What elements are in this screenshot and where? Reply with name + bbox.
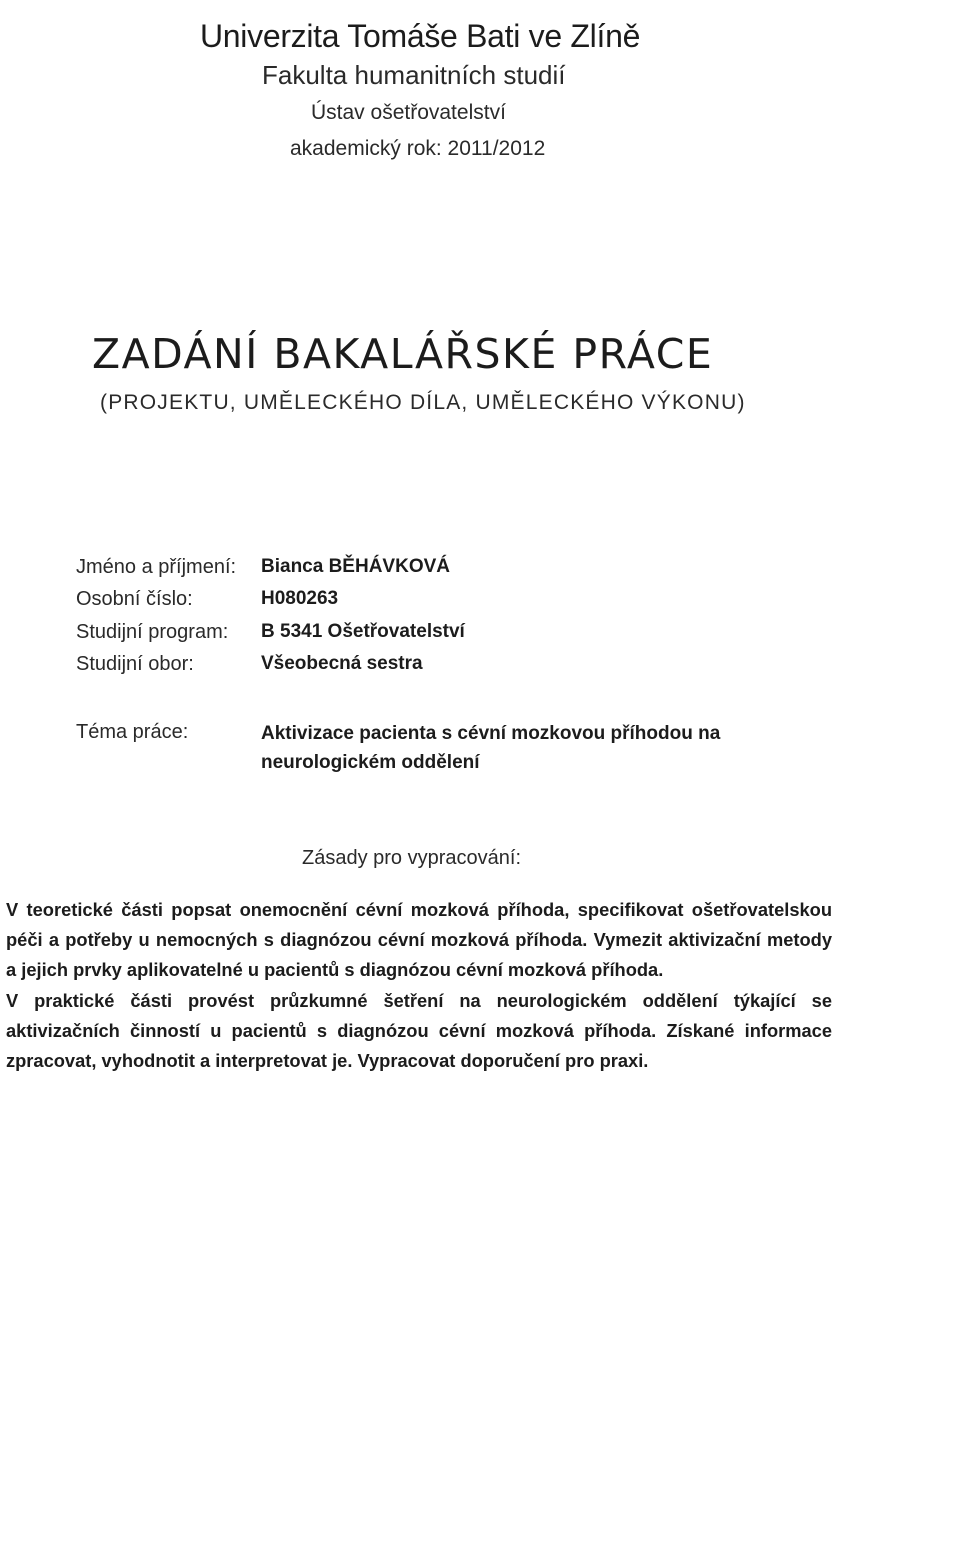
program-label: Studijní program:: [76, 621, 229, 643]
field-label: Studijní obor:: [76, 653, 194, 675]
faculty-name: Fakulta humanitních studií: [262, 60, 566, 90]
principles-paragraph-theory: V teoretické části popsat onemocnění cévní mozková příhoda, specifikovat ošetřovatelskou péči a potřeby u nemocných s diagnózou cévní mozková příhoda. Vymezit aktivizační metody a jejich prvky aplikovatelné u pacientů s diagnózou cévní mozková příhoda.: [6, 899, 832, 981]
academic-year: akademický rok: 2011/2012: [290, 137, 546, 160]
topic-label: Téma práce:: [76, 721, 189, 743]
principles-text: [6, 895, 832, 1076]
document-subtitle: (PROJEKTU, UMĚLECKÉHO DÍLA, UMĚLECKÉHO VÝKONU): [100, 391, 746, 414]
id-value: H080263: [261, 588, 339, 609]
document-title: ZADÁNÍ BAKALÁŘSKÉ PRÁCE: [92, 330, 714, 378]
name-label: Jméno a příjmení:: [76, 556, 237, 578]
program-value: B 5341 Ošetřovatelství: [261, 621, 465, 642]
field-value: Všeobecná sestra: [261, 653, 423, 674]
principles-paragraph-practice: V praktické části provést průzkumné šetření na neurologickém oddělení týkající se aktivizačních činností u pacientů s diagnózou cévní mozková příhoda. Získané informace zpracovat, vyhodnotit a interpretovat je. Vypracovat doporučení pro praxi.: [6, 989, 832, 1072]
principles-heading: Zásady pro vypracování:: [302, 847, 521, 869]
university-name: Univerzita Tomáše Bati ve Zlíně: [200, 18, 641, 54]
institute-name: Ústav ošetřovatelství: [311, 101, 506, 124]
name-value: Bianca BĚHÁVKOVÁ: [261, 556, 450, 577]
id-label: Osobní číslo:: [76, 588, 193, 610]
topic-value: Aktivizace pacienta s cévní mozkovou příhodou na neurologickém oddělení: [261, 723, 721, 773]
